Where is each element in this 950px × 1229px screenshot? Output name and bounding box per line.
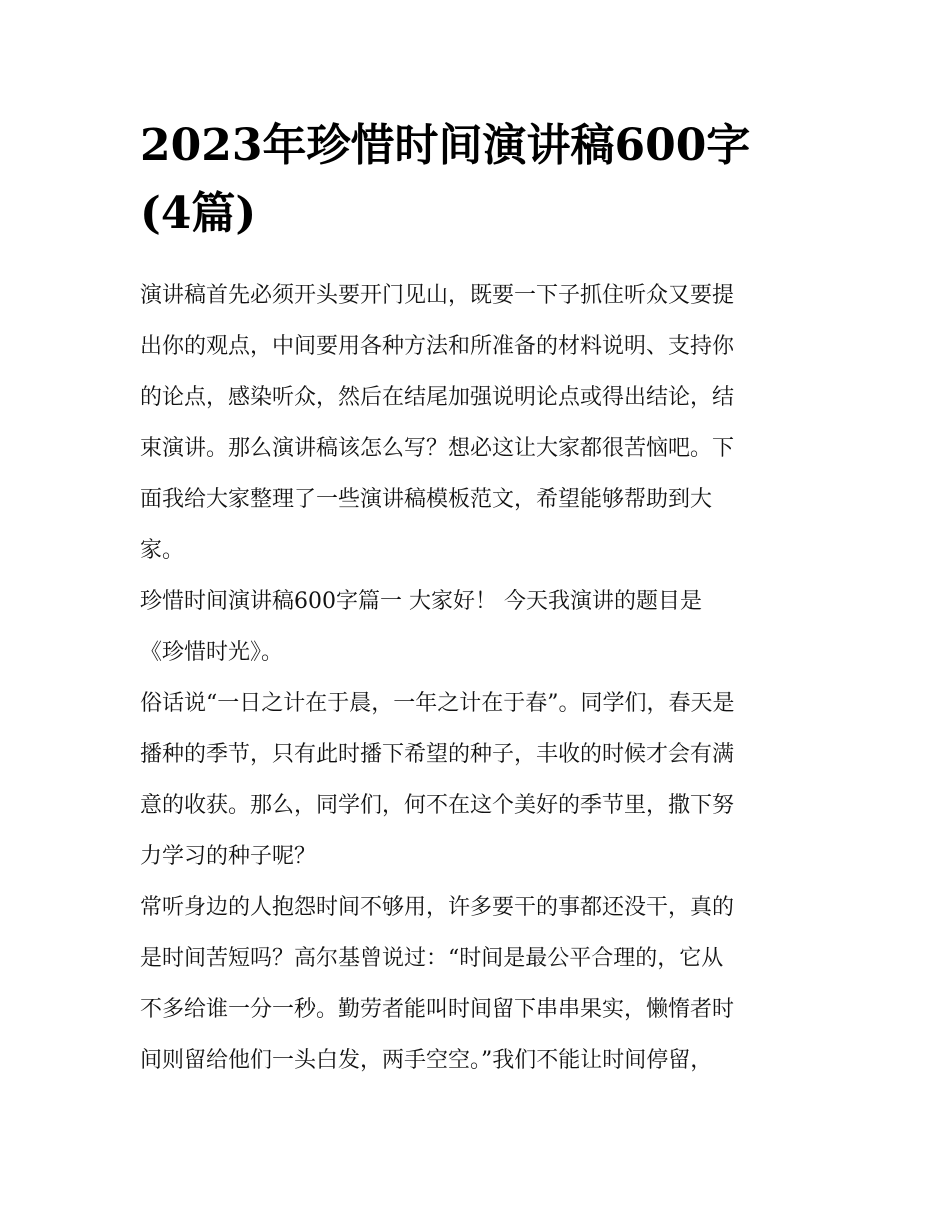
document-page xyxy=(140,112,820,1086)
document-title xyxy=(140,112,820,248)
body-line: 意的收获。那么，同学们，何不在这个美好的季节里，撒下努 xyxy=(140,793,735,818)
body-line: 《珍惜时光》。 xyxy=(140,640,284,665)
body-line: 出你的观点，中间要用各种方法和所准备的材料说明、支持你 xyxy=(140,334,735,359)
body-line: 家。 xyxy=(140,538,185,563)
body-line: 俗话说“一日之计在于晨，一年之计在于春”。同学们，春天是 xyxy=(140,691,735,716)
body-line: 常听身边的人抱怨时间不够用，许多要干的事都还没干，真的 xyxy=(140,895,735,920)
title-line-1: 2023年珍惜时间演讲稿600字 xyxy=(140,120,751,171)
body-line: 力学习的种子呢？ xyxy=(140,844,317,869)
body-line: 是时间苦短吗？高尔基曾说过：“时间是最公平合理的，它从 xyxy=(140,946,724,971)
body-line: 珍惜时间演讲稿600字篇一 大家好！ 今天我演讲的题目是 xyxy=(140,589,702,614)
body-line: 束演讲。那么演讲稿该怎么写？想必这让大家都很苦恼吧。下 xyxy=(140,436,735,461)
body-line: 不多给谁一分一秒。勤劳者能叫时间留下串串果实，懒惰者时 xyxy=(140,997,735,1022)
body-line: 的论点，感染听众，然后在结尾加强说明论点或得出结论，结 xyxy=(140,385,735,410)
title-line-2: (4篇) xyxy=(140,188,257,239)
body-line: 播种的季节，只有此时播下希望的种子，丰收的时候才会有满 xyxy=(140,742,735,767)
document-body xyxy=(140,270,820,1086)
body-line: 间则留给他们一头白发，两手空空。”我们不能让时间停留， xyxy=(140,1048,713,1073)
body-line: 面我给大家整理了一些演讲稿模板范文，希望能够帮助到大 xyxy=(140,487,713,512)
body-line: 演讲稿首先必须开头要开门见山，既要一下子抓住听众又要提 xyxy=(140,283,735,308)
